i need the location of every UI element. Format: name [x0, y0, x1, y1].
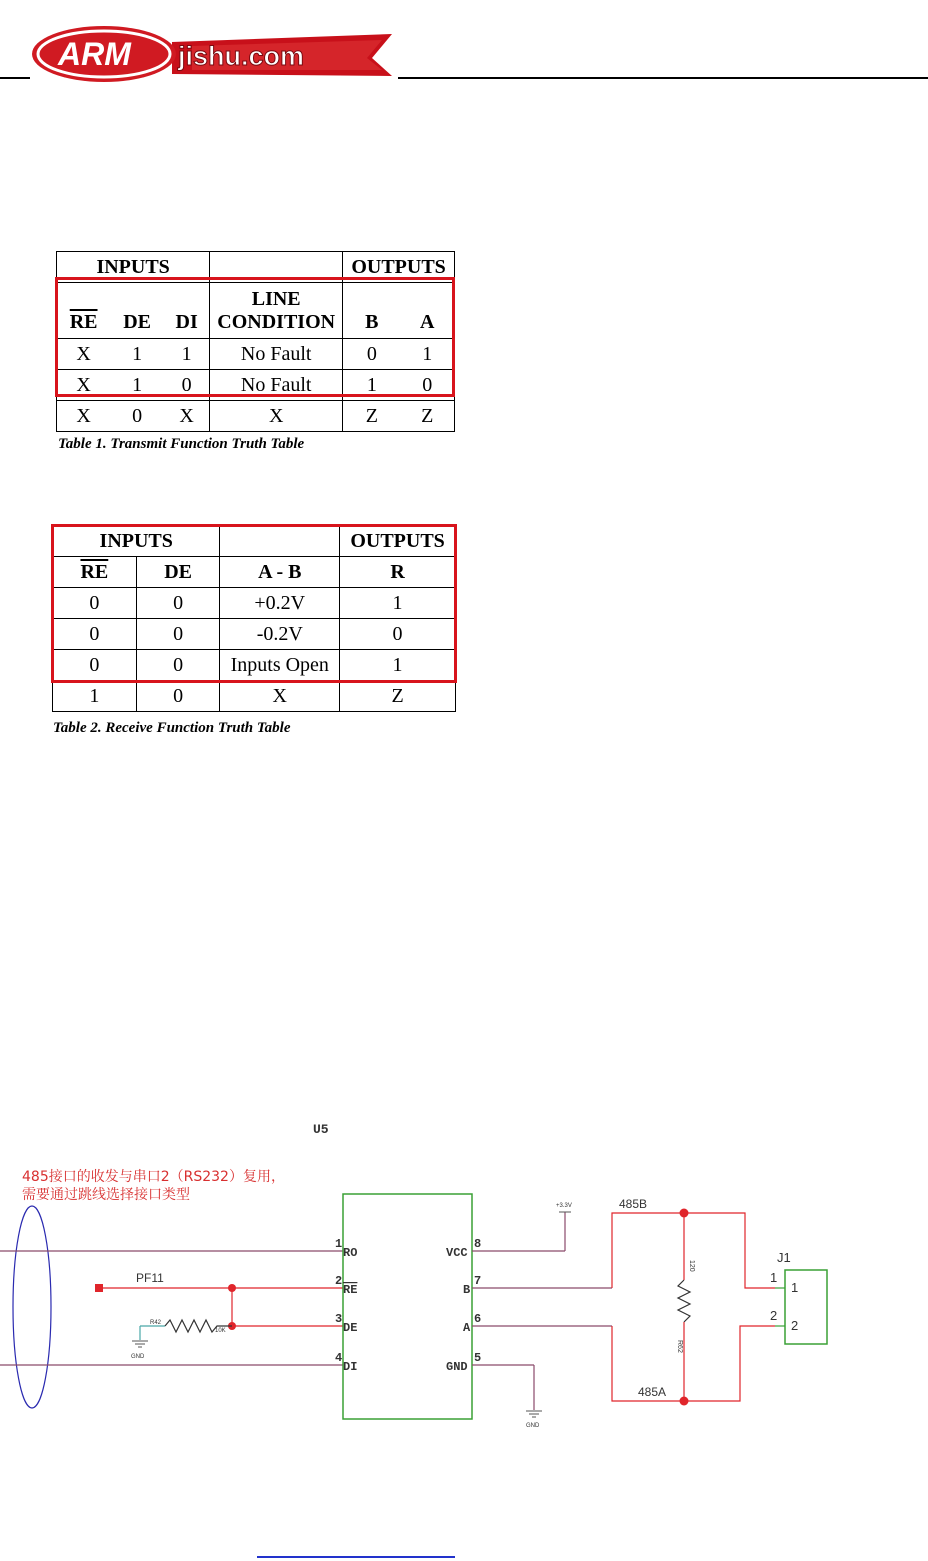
- table-cell: 0: [343, 339, 401, 370]
- table2-col-a-b: A - B: [220, 557, 340, 588]
- footer-link[interactable]: [257, 1556, 455, 1558]
- jumper-ellipse: [13, 1206, 51, 1408]
- table-cell: No Fault: [210, 339, 343, 370]
- table-cell: X: [220, 681, 340, 712]
- part-designator: U5: [313, 1122, 329, 1137]
- net-label-pf11: PF11: [136, 1271, 164, 1285]
- table-cell: 1: [340, 650, 456, 681]
- table-cell: 0: [110, 401, 164, 432]
- table-cell: Z: [401, 401, 455, 432]
- pin-number: 4: [335, 1351, 343, 1365]
- table2-col-re: $\overline{RE}$: [80, 560, 109, 583]
- table-cell: 1: [110, 370, 164, 401]
- net-485a: [612, 1326, 775, 1401]
- table-cell: 1: [340, 588, 456, 619]
- table-cell: 0: [136, 619, 220, 650]
- armjishu-logo[interactable]: [32, 24, 392, 84]
- table-cell: 0: [53, 588, 137, 619]
- table-cell: 0: [401, 370, 455, 401]
- table-cell: 1: [110, 339, 164, 370]
- table-cell: 1: [164, 339, 210, 370]
- junction-dot: [228, 1284, 236, 1292]
- connector-pin-number: 2: [791, 1318, 799, 1333]
- pin-number: 1: [335, 1237, 343, 1251]
- table1-col-de: DE: [110, 283, 164, 339]
- table-cell: 0: [53, 650, 137, 681]
- table2-group-outputs: OUTPUTS: [340, 526, 456, 557]
- table-cell: 0: [136, 588, 220, 619]
- table-cell: -0.2V: [220, 619, 340, 650]
- table-cell: 0: [136, 681, 220, 712]
- transceiver-chip-u5: [343, 1194, 472, 1419]
- header-rule-right: [398, 77, 928, 79]
- table1-caption: Table 1. Transmit Function Truth Table: [58, 436, 305, 452]
- connector-label: J1: [777, 1250, 791, 1265]
- pin-number: 3: [335, 1312, 343, 1326]
- table1-group-inputs: INPUTS: [57, 252, 210, 283]
- table1-col-line-condition: LINE CONDITION: [210, 283, 343, 339]
- table-cell: X: [57, 401, 111, 432]
- pin-number: 2: [335, 1274, 343, 1288]
- pin-name-re: RE: [343, 1283, 358, 1297]
- table2-group-inputs: INPUTS: [53, 526, 220, 557]
- table-row: [57, 401, 455, 432]
- logo-text-arm: ARM: [58, 36, 131, 72]
- table-cell: X: [57, 339, 111, 370]
- pin-name-ro: RO: [343, 1246, 358, 1260]
- logo-text-domain: jishu.com: [178, 41, 305, 71]
- table-cell: 0: [164, 370, 210, 401]
- table2-col-r: R: [340, 557, 456, 588]
- table-cell: X: [210, 401, 343, 432]
- table-cell: 1: [343, 370, 401, 401]
- table-cell: No Fault: [210, 370, 343, 401]
- termination-resistor: [678, 1280, 690, 1322]
- table1-col-di: DI: [164, 283, 210, 339]
- pin-name-de: DE: [343, 1321, 358, 1335]
- pin-number: 7: [474, 1274, 482, 1288]
- table1-col-a: A: [401, 283, 455, 339]
- table-cell: 1: [53, 681, 137, 712]
- table-cell: X: [57, 370, 111, 401]
- table-cell: 0: [53, 619, 137, 650]
- pin-name-gnd: GND: [446, 1360, 468, 1374]
- table-cell: +0.2V: [220, 588, 340, 619]
- connector-pin-number: 2: [770, 1308, 778, 1323]
- termination-value: 120: [688, 1260, 695, 1272]
- table1-col-b: B: [343, 283, 401, 339]
- connector-pin-number: 1: [770, 1270, 778, 1285]
- note-line-2: 需要通过跳线选择接口类型: [22, 1187, 190, 1203]
- pin-name-di: DI: [343, 1360, 358, 1374]
- pin-name-b: B: [463, 1283, 471, 1297]
- header-rule-left: [0, 77, 30, 79]
- table2-highlight-box: [51, 524, 457, 683]
- table-cell: 1: [401, 339, 455, 370]
- pf11-port-marker: [95, 1284, 103, 1292]
- table2-col-de: DE: [136, 557, 220, 588]
- table-cell: Z: [340, 681, 456, 712]
- table-cell: 0: [136, 650, 220, 681]
- table2-caption: Table 2. Receive Function Truth Table: [53, 720, 291, 736]
- table1-group-outputs: OUTPUTS: [343, 252, 455, 283]
- resistor-r42-value: 10K: [215, 1328, 226, 1334]
- table-cell: Z: [343, 401, 401, 432]
- net-485b: [612, 1213, 778, 1288]
- rs485-schematic: [0, 1100, 835, 1445]
- resistor-r42-label: R42: [150, 1320, 162, 1326]
- pin-number: 8: [474, 1237, 482, 1251]
- note-line-1: 485接口的收发与串口2（RS232）复用，: [22, 1169, 285, 1185]
- table-cell: X: [164, 401, 210, 432]
- termination-ref: R62: [676, 1340, 683, 1353]
- net-label-485b: 485B: [619, 1197, 648, 1211]
- connector-pin-number: 1: [791, 1280, 799, 1295]
- pin-name-vcc: VCC: [446, 1246, 468, 1260]
- table-cell: Inputs Open: [220, 650, 340, 681]
- net-label-485a: 485A: [638, 1385, 667, 1399]
- table1-highlight-box: [55, 277, 455, 397]
- table-row: [53, 681, 456, 712]
- pin-number: 6: [474, 1312, 482, 1326]
- pin-number: 5: [474, 1351, 482, 1365]
- table-cell: 0: [340, 619, 456, 650]
- supply-label: +3.3V: [556, 1203, 572, 1209]
- table1-col-re: $\overline{RE}$: [69, 311, 98, 333]
- gnd-label: GND: [131, 1354, 145, 1360]
- pin-name-a: A: [463, 1321, 471, 1335]
- gnd-label: GND: [526, 1423, 540, 1429]
